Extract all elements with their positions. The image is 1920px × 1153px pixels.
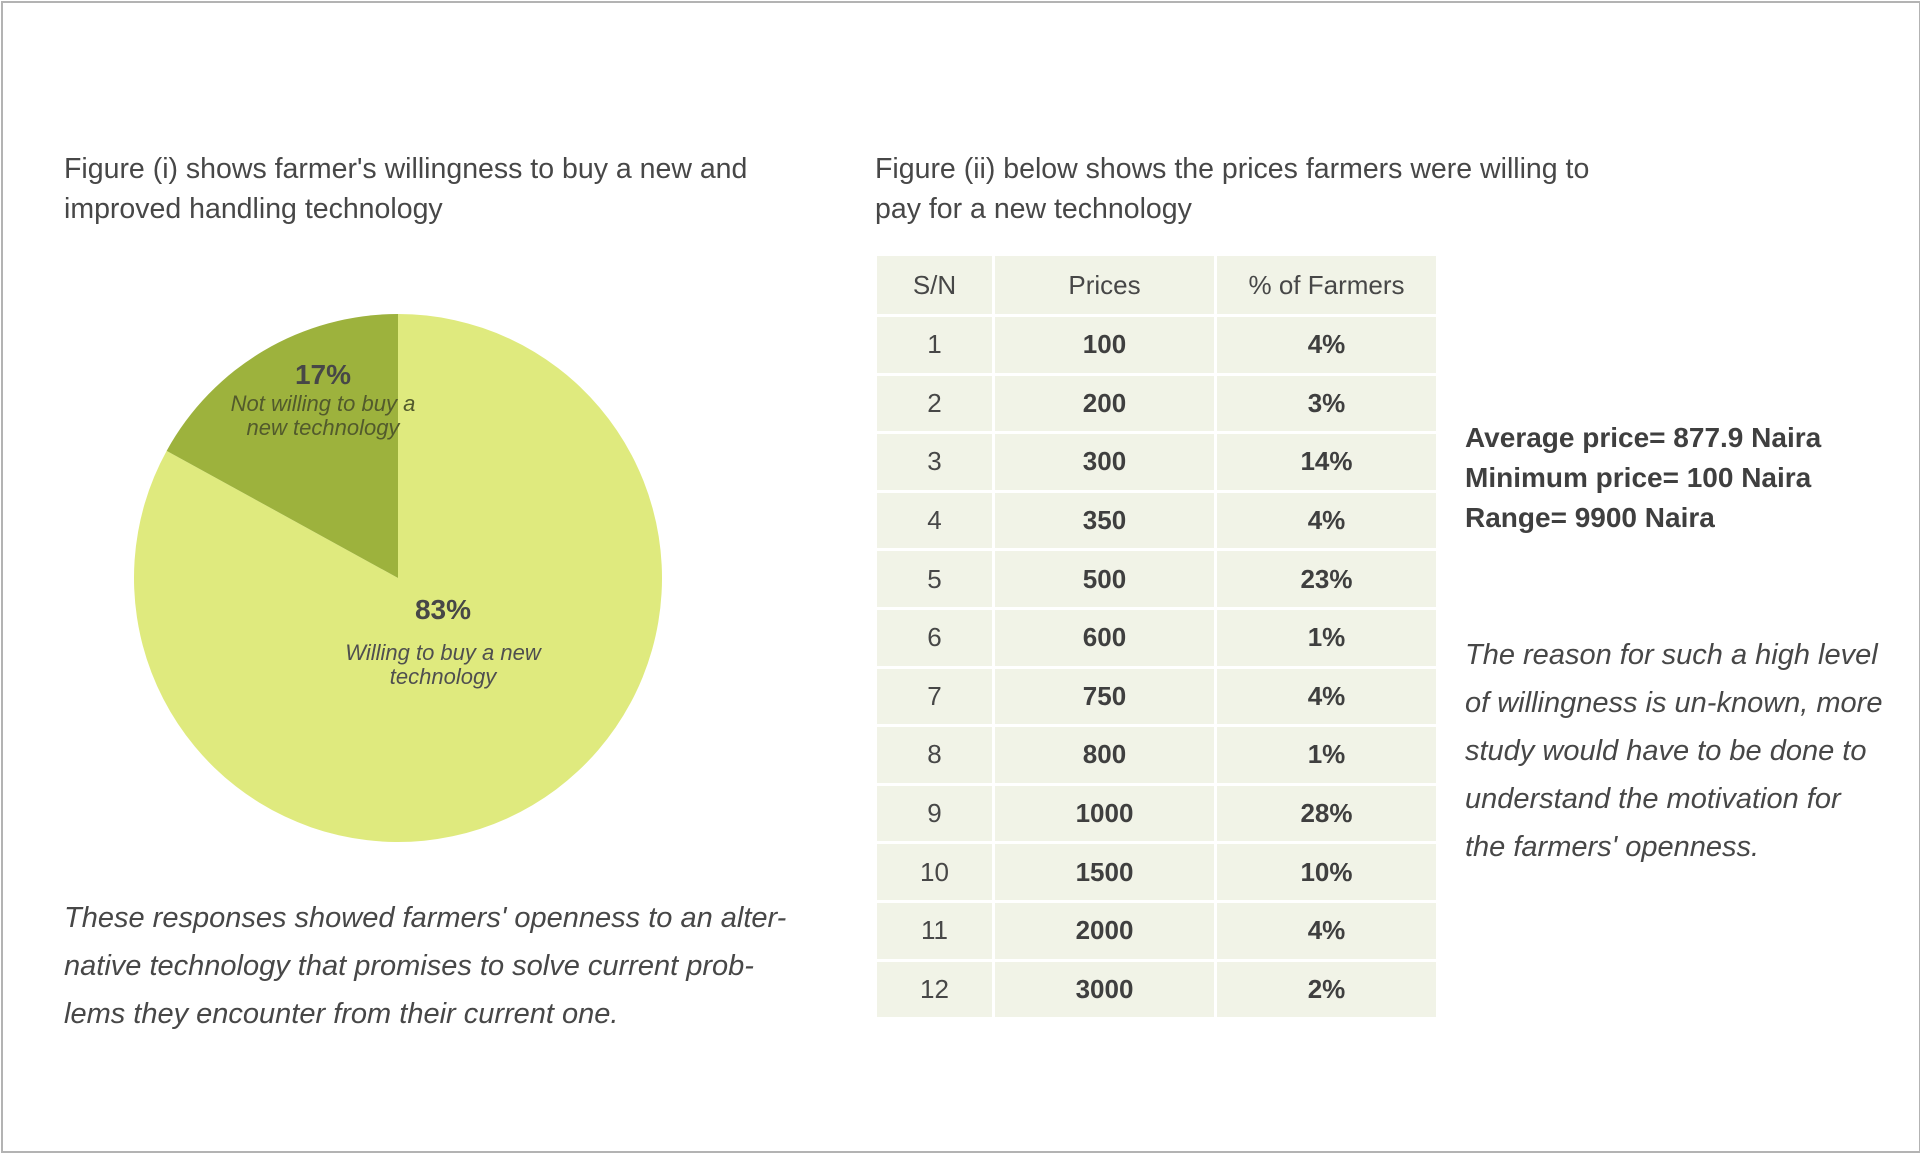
cell-price: 100	[994, 316, 1216, 375]
table-row	[876, 316, 1438, 375]
cell-price: 300	[994, 433, 1216, 492]
pie-label-not-willing	[223, 358, 423, 440]
figure-1-paragraph: These responses showed farmers' openness to an alter-native technology that promises to solve current prob-lems they encounter from their current one.	[64, 902, 787, 1030]
pie-pct-not-willing: 17%	[294, 359, 352, 390]
pie-label-willing	[313, 593, 573, 689]
cell-sn: 11	[876, 901, 994, 960]
header-sn: S/N	[876, 255, 994, 316]
cell-sn: 10	[876, 843, 994, 902]
table-header-row	[876, 255, 1438, 316]
infographic-frame	[1, 1, 1920, 1153]
cell-sn: 3	[876, 433, 994, 492]
cell-sn: 1	[876, 316, 994, 375]
stat-average-price: Average price= 877.9 Naira	[1465, 422, 1822, 453]
price-stats	[1465, 418, 1821, 538]
table-row	[876, 726, 1438, 785]
pie-desc-not-willing: Not willing to buy a new technology	[230, 391, 416, 440]
table-row	[876, 491, 1438, 550]
cell-pct-farmers: 3%	[1216, 374, 1438, 433]
cell-pct-farmers: 4%	[1216, 667, 1438, 726]
cell-sn: 4	[876, 491, 994, 550]
cell-pct-farmers: 10%	[1216, 843, 1438, 902]
cell-pct-farmers: 4%	[1216, 316, 1438, 375]
cell-pct-farmers: 2%	[1216, 960, 1438, 1019]
cell-price: 3000	[994, 960, 1216, 1019]
cell-pct-farmers: 23%	[1216, 550, 1438, 609]
table-row	[876, 433, 1438, 492]
cell-pct-farmers: 1%	[1216, 726, 1438, 785]
cell-price: 500	[994, 550, 1216, 609]
cell-sn: 2	[876, 374, 994, 433]
figure-2-paragraph: The reason for such a high level of willingness is un-known, more study would have to be done to understand the motivation for the farmers' openness.	[1465, 639, 1883, 863]
table-row	[876, 843, 1438, 902]
stat-range: Range= 9900 Naira	[1465, 502, 1715, 533]
cell-pct-farmers: 28%	[1216, 784, 1438, 843]
cell-pct-farmers: 4%	[1216, 491, 1438, 550]
cell-price: 750	[994, 667, 1216, 726]
figure-2-title: Figure (ii) below shows the prices farmers were willing to pay for a new technology	[875, 153, 1590, 225]
cell-pct-farmers: 1%	[1216, 608, 1438, 667]
table-row	[876, 667, 1438, 726]
table-row	[876, 960, 1438, 1019]
pie-pct-willing: 83%	[414, 594, 472, 625]
cell-price: 1000	[994, 784, 1216, 843]
header-pct-farmers: % of Farmers	[1216, 255, 1438, 316]
table-body	[876, 316, 1438, 1019]
pie-desc-willing: Willing to buy a new technology	[345, 640, 541, 689]
cell-sn: 7	[876, 667, 994, 726]
table-row	[876, 374, 1438, 433]
stat-minimum-price: Minimum price= 100 Naira	[1465, 462, 1812, 493]
cell-sn: 8	[876, 726, 994, 785]
table-row	[876, 550, 1438, 609]
cell-sn: 9	[876, 784, 994, 843]
cell-sn: 12	[876, 960, 994, 1019]
table-row	[876, 608, 1438, 667]
prices-table	[874, 253, 1439, 1020]
table-row	[876, 784, 1438, 843]
cell-price: 200	[994, 374, 1216, 433]
cell-price: 350	[994, 491, 1216, 550]
cell-price: 1500	[994, 843, 1216, 902]
figure-1-title: Figure (i) shows farmer's willingness to buy a new and improved handling technology	[64, 153, 748, 225]
cell-sn: 5	[876, 550, 994, 609]
cell-pct-farmers: 14%	[1216, 433, 1438, 492]
table-row	[876, 901, 1438, 960]
cell-pct-farmers: 4%	[1216, 901, 1438, 960]
header-prices: Prices	[994, 255, 1216, 316]
cell-price: 800	[994, 726, 1216, 785]
cell-price: 2000	[994, 901, 1216, 960]
cell-sn: 6	[876, 608, 994, 667]
cell-price: 600	[994, 608, 1216, 667]
